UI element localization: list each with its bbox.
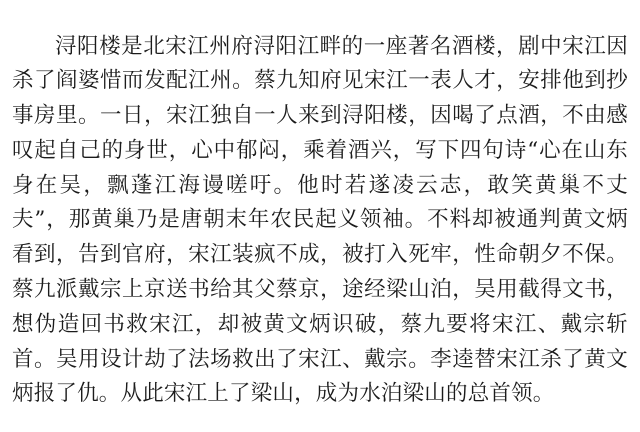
passage-text: 浔阳楼是北宋江州府浔阳江畔的一座著名酒楼，剧中宋江因杀了阎婆惜而发配江州。蔡九知府见宋江一表人才，安排他到抄事房里。一日，宋江独自一人来到浔阳楼，因喝了点酒，不由感叹起自己的身世，心中郁闷，乘着酒兴，写下四句诗“心在山东身在吴，飘蓬江海谩嗟吁。他时若遂凌云志，敢笑黄巢不丈夫”，那黄巢乃是唐朝末年农民起义领袖。不料却被通判黄文炳看到，告到官府，宋江装疯不成，被打入死牢，性命朝夕不保。蔡九派戴宗上京送书给其父蔡京，途经梁山泊，吴用截得文书，想伪造回书救宋江，却被黄文炳识破，蔡九要将宋江、戴宗斩首。吴用设计劫了法场救出了宋江、戴宗。李逵替宋江杀了黄文炳报了仇。从此宋江上了梁山，成为水泊梁山的总首领。: [12, 33, 628, 407]
